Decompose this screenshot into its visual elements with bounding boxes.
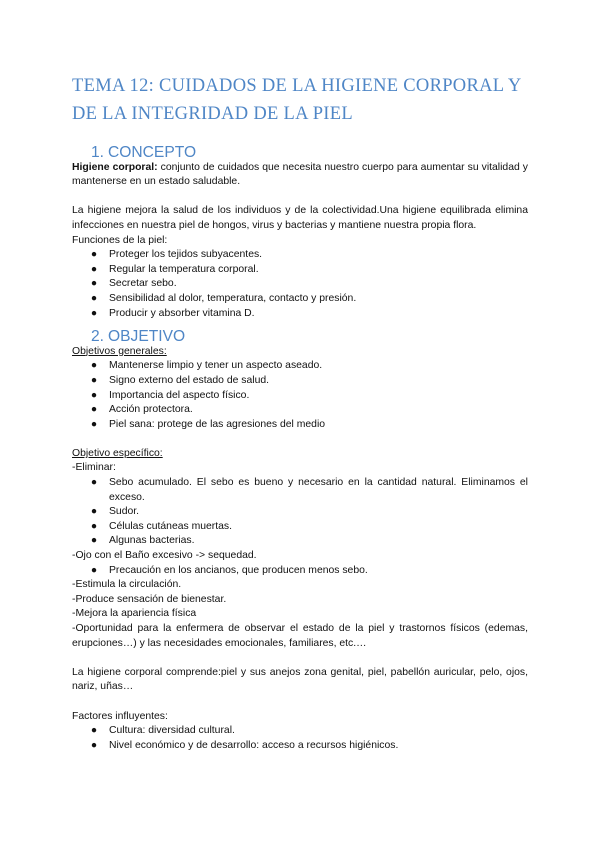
circulation-line: -Estimula la circulación. bbox=[72, 579, 182, 591]
bullet-icon: ● bbox=[90, 249, 98, 261]
list-item: ● Sudor. bbox=[72, 505, 528, 520]
list-item: ● Piel sana: protege de las agresiones del medio bbox=[72, 418, 528, 433]
bullet-icon: ● bbox=[90, 307, 98, 319]
bullet-icon: ● bbox=[90, 520, 98, 532]
comprises-paragraph: La higiene corporal comprende:piel y sus anejos zona genital, piel, pabellón auricular, pelo, ojos, nariz, uñas… bbox=[72, 666, 528, 693]
wellbeing-line: -Produce sensación de bienestar. bbox=[72, 593, 227, 605]
list-item: ● Algunas bacterias. bbox=[72, 534, 528, 549]
opportunity-paragraph: -Oportunidad para la enfermera de observar el estado de la piel y trastornos físicos (edemas, erupciones…) y las necesidades emocionales, familiares, etc.… bbox=[72, 623, 528, 649]
list-item: ● Regular la temperatura corporal. bbox=[72, 263, 528, 278]
eliminate-list bbox=[72, 476, 528, 549]
bullet-icon: ● bbox=[90, 374, 98, 386]
list-item: ● Nivel económico y de desarrollo: acceso a recursos higiénicos. bbox=[72, 739, 528, 754]
section-heading-objetivo bbox=[72, 330, 528, 345]
specific-objective-label: Objetivo específico: bbox=[72, 447, 163, 459]
bullet-icon: ● bbox=[90, 263, 98, 275]
bullet-icon: ● bbox=[90, 739, 98, 751]
bullet-icon: ● bbox=[90, 278, 98, 290]
functions-label: Funciones de la piel: bbox=[72, 234, 168, 246]
document-title: TEMA 12: CUIDADOS DE LA HIGIENE CORPORAL Y DE LA INTEGRIDAD DE LA PIEL bbox=[72, 76, 521, 124]
bath-list bbox=[72, 564, 528, 579]
list-item: ● Proteger los tejidos subyacentes. bbox=[72, 248, 528, 263]
definition-paragraph bbox=[72, 161, 528, 190]
list-item: ● Células cutáneas muertas. bbox=[72, 520, 528, 535]
section-title: OBJETIVO bbox=[108, 328, 186, 346]
general-objectives-label: Objetivos generales: bbox=[72, 345, 167, 357]
bath-warning: -Ojo con el Baño excesivo -> sequedad. bbox=[72, 550, 257, 562]
bullet-icon: ● bbox=[90, 725, 98, 737]
eliminate-label: -Eliminar: bbox=[72, 462, 116, 474]
appearance-line: -Mejora la apariencia física bbox=[72, 608, 197, 620]
list-item: ● Secretar sebo. bbox=[72, 277, 528, 292]
section-number: 2. bbox=[91, 328, 105, 346]
section-title: CONCEPTO bbox=[108, 144, 197, 161]
list-item: ● Sensibilidad al dolor, temperatura, contacto y presión. bbox=[72, 292, 528, 307]
section-heading-concepto bbox=[72, 146, 528, 161]
list-item: ● Precaución en los ancianos, que producen menos sebo. bbox=[72, 564, 528, 579]
bullet-icon: ● bbox=[90, 535, 98, 547]
list-item: ● Producir y absorber vitamina D. bbox=[72, 307, 528, 322]
bullet-icon: ● bbox=[90, 418, 98, 430]
general-objectives-list bbox=[72, 359, 528, 432]
section-number: 1. bbox=[91, 144, 105, 161]
bullet-icon: ● bbox=[90, 292, 98, 304]
factors-label: Factores influyentes: bbox=[72, 710, 168, 722]
list-item: ● Acción protectora. bbox=[72, 403, 528, 418]
definition-term: Higiene corporal: bbox=[72, 161, 158, 173]
bullet-icon: ● bbox=[90, 389, 98, 401]
list-item: ● Signo externo del estado de salud. bbox=[72, 374, 528, 389]
bullet-icon: ● bbox=[90, 564, 98, 576]
list-item: ● Cultura: diversidad cultural. bbox=[72, 724, 528, 739]
list-item: ● Sebo acumulado. El sebo es bueno y necesario en la cantidad natural. Eliminamos el exceso. bbox=[90, 477, 528, 503]
hygiene-paragraph: La higiene mejora la salud de los individuos y de la colectividad.Una higiene equilibrada elimina infecciones en nuestra piel de hongos, virus y bacterias y mantiene nuestra propia flora. bbox=[72, 205, 528, 231]
factors-list bbox=[72, 724, 528, 753]
bullet-icon: ● bbox=[90, 360, 98, 372]
list-item: ● Importancia del aspecto físico. bbox=[72, 389, 528, 404]
bullet-icon: ● bbox=[90, 404, 98, 416]
list-item: ● Mantenerse limpio y tener un aspecto aseado. bbox=[72, 359, 528, 374]
bullet-icon: ● bbox=[90, 506, 98, 518]
bullet-icon: ● bbox=[90, 477, 98, 489]
definition-text: conjunto de cuidados que necesita nuestro cuerpo para aumentar su vitalidad y mantenerse en un estado saludable. bbox=[72, 161, 528, 188]
functions-list bbox=[72, 248, 528, 321]
document-body bbox=[72, 146, 528, 753]
